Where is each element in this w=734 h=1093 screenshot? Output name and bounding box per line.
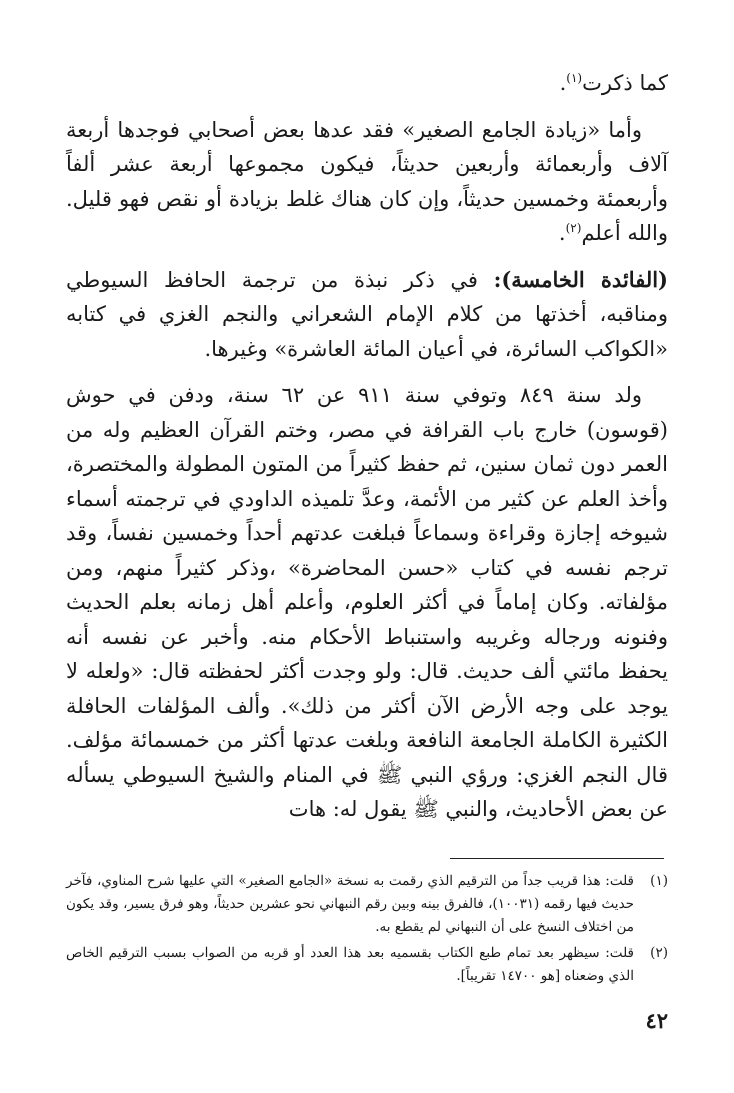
footnotes	[66, 870, 668, 991]
footnote-ref-2: (٢)	[565, 221, 582, 235]
paragraph-text: في ذكر نبذة من ترجمة الحافظ السيوطي ومناقبه، أخذتها من كلام الإمام الشعراني والنجم الغزي في كتابه «الكواكب السائرة، في أعيان المائة العاشرة» وغيرها.	[66, 267, 668, 361]
paragraph-zyadat-al-jami	[66, 113, 668, 251]
paragraph-text: ولد سنة ٨٤٩ وتوفي سنة ٩١١ عن ٦٢ سنة، ودفن في حوش (قوسون) خارج باب القرافة في مصر، وختم القرآن العظيم وله من العمر دون ثمان سنين، ثم حفظ كثيراً من المتون المطولة والمختصرة، وأخذ العلم عن كثير من الأئمة، وعدَّ تلميذه الداودي في ترجمته أسماء شيوخه إجازة وقراءة وسماعاً فبلغت عدتهم أحداً وخمسين نفساً، وقد ترجم نفسه في كتاب «حسن المحاضرة» ،وذكر كثيراً منهم، ومن مؤلفاته. وكان إماماً في أكثر العلوم، وأعلم أهل زمانه بعلم الحديث وفنونه ورجاله وغريبه واستنباط الأحكام منه. وأخبر عن نفسه أنه يحفظ مائتي ألف حديث. قال: ولو وجدت أكثر لحفظته قال: «ولعله لا يوجد على وجه الأرض الآن أكثر من ذلك». وألف المؤلفات الحافلة الكثيرة الكاملة الجامعة النافعة وبلغت عدتها أكثر من خمسمائة مؤلف. قال النجم الغزي: ورؤي النبي ﷺ في المنام والشيخ السيوطي يسأله عن بعض الأحاديث، والنبي ﷺ يقول له: هات	[66, 383, 668, 821]
paragraph-end: .	[558, 221, 566, 245]
section-heading: (الفائدة الخامسة):	[493, 266, 668, 292]
footnote-text: قلت: هذا قريب جداً من الترقيم الذي رقمت به نسخة «الجامع الصغير» التي عليها شرح المناوي، فآخر حديث فيها رقمه (١٠٠٣١)، فالفرق بينه وبين رقم النبهاني نحو عشرين حديثاً، وهو فرق يسير، وقد يكون من اختلاف النسخ على أن النبهاني لم يقطع به.	[66, 873, 634, 935]
footnote-2	[66, 942, 668, 988]
main-text-body	[66, 66, 668, 827]
paragraph-end: .	[559, 71, 567, 95]
paragraph-biography	[66, 378, 668, 827]
paragraph-continuation	[66, 66, 668, 101]
footnote-divider	[450, 858, 664, 859]
footnote-ref-1: (١)	[566, 71, 583, 85]
page-number: ٤٢	[645, 1008, 668, 1033]
footnote-1	[66, 870, 668, 939]
footnote-number: (٢)	[650, 945, 668, 961]
footnote-text: قلت: سيظهر بعد تمام طبع الكتاب بقسميه بعد هذا العدد أو قربه من الصواب بسبب الترقيم الخاص الذي وضعناه [هو ١٤٧٠٠ تقريباً].	[66, 945, 634, 984]
paragraph-fifth-benefit	[66, 263, 668, 367]
paragraph-text: وأما «زيادة الجامع الصغير» فقد عدها بعض أصحابي فوجدها أربعة آلاف وأربعمائة وأربعين حديثاً، فيكون مجموعها أربعة عشر ألفاً وأربعمئة وخمسين حديثاً، وإن كان هناك غلط بزيادة أو نقص فهو قليل. والله أعلم	[66, 117, 668, 245]
paragraph-text: كما ذكرت	[582, 71, 668, 95]
footnote-number: (١)	[650, 873, 668, 889]
